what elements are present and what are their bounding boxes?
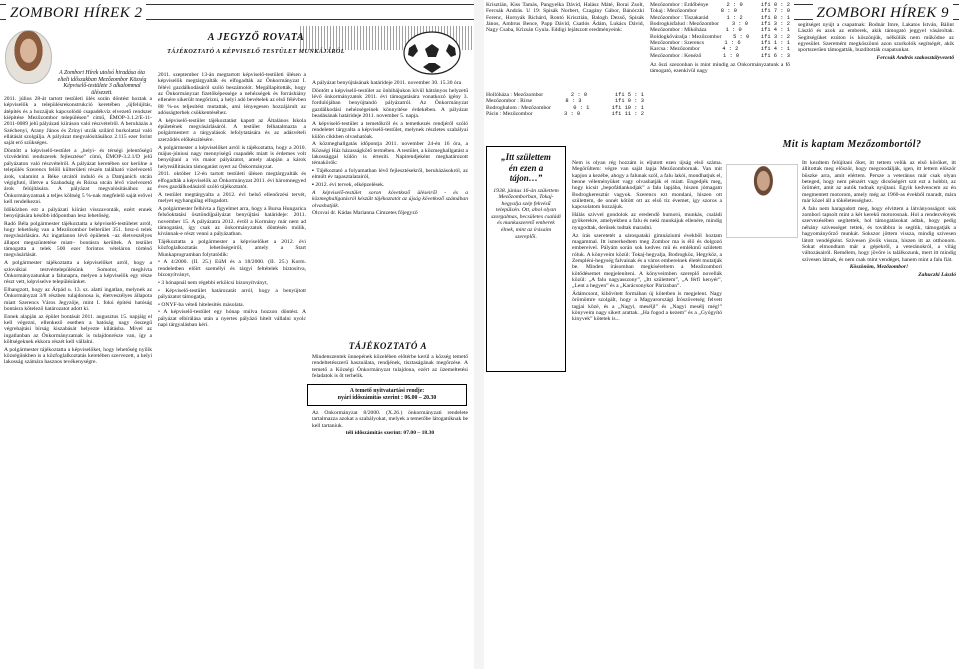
u19-score: ifi 11 : 2	[611, 111, 644, 118]
list-item: ▪ Tájékoztató a folyamatban lévő fejlesztésekről, beruházásokról, az elmúlt év tapasztalatairól,	[312, 168, 468, 181]
match: Mezőzombor : Szerencs	[650, 40, 705, 47]
quote-title	[490, 152, 562, 184]
list-item-text: ONYF-ba vételi hitelesítés másolata.	[161, 301, 245, 308]
paragraph: A polgármester a képviselőket arról is tájékoztatta, hogy a 2010. május-júniusi nagy mennyiségű csapadék miatt is érdemes volt benyújtani a vis maior pályázatot, amely alapján a károk helyreállítására támogatást nyert az Önkormányzat.	[158, 144, 306, 170]
quote-body: 1938. június 16-án születtem Mezőzomborban, Tokaj-hegyalja szép fekvésű települsén. Ott, ahol olyan szorgalmas, becsületes családi és munkaszerető emberek élnek, mint az írásaim szereplői.	[491, 187, 561, 240]
score: 1 : 6	[724, 40, 741, 47]
paragraph: A falu nem haragudott meg, hogy elvittem a látványosságot: sok zombori tapsolt mint a két kerekű motorosnak. Hol a rendezvények szervezésében segítettek, hol támogatásokat adtak, hogy pedig néhány szívességet tettek, és továbbra is segítik, támogatják a hagyományőrző munkát. Sokszor jöttem vissza, mindig szívesen látott vendégként. Szívesen jövök vissza, hiszen itt az otthonom. Sokat elmondtam már a gépekről, a veteránokról, a világ változásairól. Remélem, hogy jövőre is találkozunk, mert itt mindig szívesen látnak, és nem csak mint vendéget, hanem mint a falu fiát.	[802, 205, 956, 263]
football-icon	[401, 30, 463, 76]
score: 1 : 2	[726, 14, 743, 21]
paragraph: A képviselő-testület tájékoztatást kapott az Általános Iskola épületének megvásárlásáról. A testület felhatalmazta a polgármestert a tárgyalások lefolytatására és az adásvételi szerződés előkészítésére.	[158, 117, 306, 143]
u19-score: ifi 5 : 1	[614, 92, 644, 98]
paragraph: A testület megtárgyalta a 2012. évi belső ellenőrzési tervét, melyet egyhangúlag elfogadott.	[158, 191, 306, 205]
box-line: nyári időszámítás szerint : 06.00 – 20.30	[337, 395, 437, 401]
paragraph: Itt kezdtem felújítani őket, itt tettem velük az első köröket, itt állítottak meg először, hogy megcsodálják, igen, itt lettem először büszke arra, amit elértem. Persze a veteránus már csak olyan beteged, hogy nem pénzért vagy dicsőségért szit ezt a hobbit, az örömért, amit az autók tudnak nyújtani. Egyik kedvencem az én megmentett motorom, amely még az 1960-as évekből maradt, mára már közel áll a tökéletességhez.	[802, 160, 956, 205]
thanks-line: Köszönöm, Mezőzombor!	[849, 264, 909, 271]
match: Hollóháza : Mezőzombor	[486, 92, 544, 98]
quote-line: „Itt születtem	[501, 152, 551, 162]
match: Mezőzombor : Rirse	[486, 98, 532, 105]
paragraph: A pályázat benyújtásának határideje 2011. november 30. 15.30 óra	[312, 80, 462, 86]
paragraph: Ádámcsont, kibővített formában új kötetben is megjelent. Nagy örömömre szolgált, hogy a Magyarországi Írószövetség felvett tagjai közé, és a „Nagyi, meséljl” és „Nagyi mesélj még!” könyveim nagy sikert arattak. „Ha fogod a kezem” és a „Gyógyító kinyvek” kötetek is...	[572, 291, 722, 323]
list-item-text: A 4/2000. (II. 25.) EüM és a 18/2000. (II. 25.) Korm. rendeletben előírt személyi és tárgyi feltételek biztosítva, bizonyítványt,	[158, 259, 306, 279]
right-col-2-top	[650, 62, 790, 82]
match: Mezőzombor : Mikóháza	[650, 27, 707, 34]
section-title: TÁJÉKOZTATÓ A	[348, 341, 428, 351]
paragraph: 2011. július 28-át tartott testületi ülés során döntést hoztak a képviselők a településrekonstrukció keretében „újfelújítás, átépítés és a hozzájuk kapcsolódó csapadékvíz elvezető rendszer kiépítése Mezőzombor településen” című, ÉMOP-3.1.2/E-11-2011-0089 jelű pályázati kiíráson való részvételről. A beruházás a Széchenyi, Arany János és Zrínyi utcák szilárd burkolattal való ellátását szolgálja. A pályázat megvalósításához 2.115 ezer forint saját erő szükséges.	[4, 96, 152, 147]
paragraph: Az írás szeretetét a sárospataki gimnáziumi évekből hoztam magammal. Itt ismerkedtem meg Zombor ma is élő és dolgozó embereivel. Pályám során sok kedves mű és emlékmű született róluk. A könyveim közül: Tokaj-hegyalja, Bodrogköz, Hegyköz, a Zempléni-hegység falvainak és a város embereinek életét mutatják be. Minden írásomban megkíséreltem a Mezőzombori kötődésemet megjeleníteni. A könyveimben szereplő novellák közül: „A falu nagyasszony”, „Itt születtem”, „A férfi kenyér”, „Lent a hegyen” és a „Karácsonykor Párizsban”.	[572, 232, 722, 290]
results-table-1	[486, 92, 644, 117]
u19-score: ifi 4 : 1	[760, 46, 790, 53]
right-header-title: ZOMBORI HÍREK 9	[813, 3, 953, 23]
paragraph: Ennek alapján az épület bontását 2011. augusztus 15. napjáig el kell végezni, ellenkező esetben a hatóság nagy összegű végrehajtási bírság kiszabását helyezte kilátásba. Mivel az ingatlanban az Önkormányzatnak is tulajdonrésze van, így a költségeknek ekkora részét kell vállalni.	[4, 313, 152, 346]
photo-caption: A Zombori Hírek utolsó hiradása óta eltelt időszakban Mezőzombor Község Képviselő-testülete 3 alkalommal ülésezett.	[57, 70, 147, 96]
right-col-left-bottom	[486, 378, 566, 666]
left-col-3	[312, 80, 468, 338]
page-gutter	[474, 0, 484, 669]
match: Pácin : Mezőzombor	[486, 111, 533, 118]
paragraph: Krisztián, Kiss Tamás, Pangyelka Dávid, Halász Máté, Borai Zsolt, Fercsák András. U 19: Spisák Norbert, Czagány Gábor, Bánóczki Ferenc, Hornyák Richárd, Rontó Krisztián, Balogh Dezső, Spisák János, Ambrus Bence, Papp Dávid, Csatlós Ádám, Lukács Dávid, Nagy Csaba, Krizsán Gyula. Eddigi lejátszott eredményeink:	[486, 2, 644, 34]
list-item-text: 2012. évi tervek, elképzelések.	[315, 182, 385, 189]
article-title: Mit is kaptam Mezőzombortól?	[782, 139, 922, 150]
quote-line: én ezen a	[508, 162, 544, 173]
list-item-text: A képviselő-testület egy hónap múlva hozzon döntést. A pályázat elbírálása után a nyertes pályázó hitelt vállalni nyolc napi tárgyalásban kéri.	[158, 309, 306, 329]
paragraph: A képviselő-testület soron következő üléseiről - és a közmeghallgatásról készült tájékoztatót az újság következő számában olvashatják.	[312, 189, 468, 209]
match: Tokaj : Mezőzombor	[650, 8, 697, 15]
paragraph: Tájékoztatta a polgármester a képviselőket a 2012. évi közfoglalkoztatás lehetőségeiről, amely a Start Munkaprogramban folytatódik:	[158, 238, 306, 258]
paragraph: segítséget nyújt a csapatnak: Bodnár Imre, Lakatos István, Bálint László és azok az emberek, akik támogató jeggyel vásároltak. Segítségüket ezúton is köszönjük, nélkülük nem működne az egyesület. Szeretném megköszönni azon szurkolók segítségét, akik sportszerűen támogatták, buzdították csapatunkat.	[798, 22, 954, 54]
match: Boldogkőváralja : Mezőzombor	[650, 33, 722, 40]
paragraph: 2011. október 12-én tartott testületi ülésen megtárgyalták és elfogadták a képviselők az Önkormányzat 2011. évi háromnegyed éves gazdálkodásáról szóló tájékoztatót.	[158, 171, 306, 191]
match: Mezőzombor : Kenéző	[650, 52, 702, 59]
score: 3 : 0	[564, 111, 581, 118]
u19-score: ifi 4 : 1	[760, 27, 790, 34]
results-table-2	[650, 2, 790, 59]
u19-score: ifi 10 : 1	[611, 104, 644, 111]
u19-score: ifi 3 : 2	[760, 21, 790, 28]
match: Mezőzombor : Erdőbénye	[650, 2, 709, 8]
list-item-text: Képviselő-testület határozatát arról, hogy a benyújtott pályázatot támogatja,	[158, 287, 306, 300]
score: 8 : 0	[720, 8, 737, 15]
paragraph: A közmeghallgatás időpontja 2011. november 24-én 16 óra, a Községi Ház házasságkötő termében. A testület, a közmeghallgatást a lakossággal külön is értesíti. Napirendjeként meghatározott témakörök:	[312, 141, 468, 167]
score: 0 : 1	[573, 104, 590, 111]
paragraph: 2011. szeptember 13-án megtartott képviselő-testületi ülésen a képviselők megtárgyalták és elfogadták az Önkormányzat I. félévi gazdálkodásáról szóló beszámolót. Megállapították, hogy az Önkormányzat fizetőképessége a nehézségek és forráshiány ellenére sikerült megőrizni, a helyi adó bevételek az első félévben 80 %-os teljesítést mutattak, ami lényegesen hozzájárult az adósságterhek csökkentéséhez.	[158, 72, 306, 117]
right-col-mid	[572, 160, 722, 666]
match: Bodrogkisfalud : Mezőzombor	[650, 21, 719, 28]
u19-score: ifi 1 : 1	[760, 40, 790, 47]
signature: Zahuczki László	[918, 272, 956, 279]
paragraph: A polgármester tájékoztatta a képviselőket, hogy lehetőség nyílik községünkben is a közfoglalkoztatás keretében szervezett, a helyi lakosság számára hasznos tevékenységre.	[4, 346, 152, 366]
right-col-1-top	[486, 2, 644, 92]
table-row	[486, 111, 644, 117]
paragraph: Az őszi szezonban is mint mindig az Önkormányzatunk a fő támogató, ezenkívül nagy	[650, 62, 790, 75]
paragraph: A polgármester felhívta a figyelmet arra, hogy a Bursa Hungarica felsőoktatási ösztöndíjpályázat benyújtási határideje: 2011. november 15. A pályázatra 2012. évtől a Kormány már nem ad támogatást, így csak az önkormányzatok döntésén múlik, kívánnak-e részt venni a pályázatban.	[158, 205, 306, 238]
left-col-3b	[312, 354, 468, 384]
signature: Fercsák András szakosztályvezető	[876, 55, 954, 62]
paragraph: Mindenszentek ünnepének közelében előtérbe kerül a község temető rendeltetésszerű használata, rendjének, tisztaságának megőrzése. A temető a Községi Önkormányzat tulajdona, ezért az üzemeltetési feladatok is őt terhelik.	[312, 354, 468, 380]
banner-subtitle: TÁJÉKOZTATÓ A KÉPVISELŐ TESTÜLET MUNKÁJÁRÓL	[167, 48, 345, 55]
list-item-text: 3 hónapnál nem régebbi erkölcsi bizonyítványt,	[161, 279, 268, 286]
score: 1 : 0	[725, 27, 742, 34]
paragraph: Nem is olyan rég hozzám is eljutott ezen újság első száma. Megörültem: végre van saját lapja Mezőzombornak. Van mit kapjon a kezébe, ahogy a falunak szól, a falu lakói, mondhatjuk el, benne véleményüket vagy olvashatják el miatt. Engedjék meg, hogy kicsit „bepofátlankodjak” a falu lapjába, hiszen jómagam Bodrogkeresztúr vagyok. Szerencs ezt mondani, hiszen ott születtem, de onnét kötött ott az első tíz évemet, így szoros a kapcsolatom hozzájuk.	[572, 160, 722, 211]
banner-title: A JEGYZŐ ROVATA	[207, 32, 305, 43]
u19-score: ifi 8 : 1	[760, 14, 790, 21]
paragraph: A polgármester tájékoztatta a képviselőket arról, hogy a szlovákiai testvértelepülésünk Somotor, meghívta Önkormányzatunkat a falunapra, melyen a képviselők egy része részt vett, képviselve településünket.	[4, 260, 152, 286]
list-item: ▪ 2012. évi tervek, elképzelések.	[312, 182, 385, 189]
paragraph: Hálás szívvel gondolok az eredendő humorú, munkás, családi gyökerekre, amelyekben a falu és neki munkájuk ellenére, mindig nyugodtak, derűsek tudtak maradni.	[572, 212, 722, 231]
match: Bodroghalom : Mezőzombor	[486, 104, 551, 111]
match: Mezőzombor : Tiszakarád	[650, 14, 709, 21]
score: 2 : 0	[726, 2, 743, 8]
left-col-1	[4, 96, 152, 666]
paragraph: Az Önkormányzat 8/2000. (X.26.) önkormányzati rendelete tartalmazza azokat a szabályokat, melyek a temetőbe látogatóknak be kell tartaniuk.	[312, 410, 468, 429]
quote-box	[486, 146, 566, 372]
table-row	[650, 53, 790, 59]
left-col-2	[158, 72, 306, 666]
paragraph: Elhangzott, hogy az Árpád u. 13. sz. alatti ingatlan, melynek az Önkormányzat 3/8 részben tulajdonosa is, életveszélyes állapota miatt Szerencs Város Jegyzője, mint I. fokú építési hatóság bontásra kötelező határozatot adott ki.	[4, 286, 152, 312]
list-item: • A képviselő-testület egy hónap múlva hozzon döntést. A pályázat elbírálása után a nyertes pályázó hitelt vállalni nyolc napi tárgyalásban kéri.	[158, 309, 306, 329]
score: 1 : 0	[722, 52, 740, 59]
left-page	[0, 0, 474, 669]
paragraph: Időközben ezt a pályázati kiírást visszavonták, ezért ennek benyújtására később időpontban lesz lehetőség.	[4, 206, 152, 219]
player-photo	[726, 164, 798, 238]
right-col-right	[802, 160, 956, 666]
score: 2 : 0	[570, 92, 588, 98]
score: 8 : 3	[565, 98, 582, 105]
list-item: • 3 hónapnál nem régebbi erkölcsi bizonyítványt,	[158, 279, 268, 286]
quote-line: tájon…”	[509, 173, 543, 183]
u19-score: ifi 3 : 2	[760, 33, 790, 40]
paragraph: Döntött a képviselő-testület a „helyi- és térségi jelentőségű vízvédelmi rendszerek fejlesztése” címú, ÉMOP-3.2.1/D jelű pályázaton való részvételről. A pályázat keretében sor kerülne a település Szerencs felőli külterületi részén található vízelvezető árok, valamint a Béke utcától induló és a Damjanich utcán végigfutó, illetve a Szabadság és Rózsa utcán lévő vízelvezető árok felújítására. A pályázat megvalósításához az Önkormányzatnak a teljes költség 5 %-nak megfelelő saját erővel kell rendelkezni.	[4, 148, 152, 205]
match: Karcsa : Mezőzombor	[650, 46, 700, 53]
u19-score: ifi 0 : 2	[760, 2, 790, 8]
box-line: A temető nyitvatartási rendje:	[349, 388, 425, 394]
list-item: • ONYF-ba vételi hitelesítés másolata.	[158, 301, 245, 308]
signature: Olcsvai dr. Kádas Marianna Címzetes főjegyző	[312, 210, 418, 217]
opening-hours-box	[307, 384, 467, 406]
column-banner	[156, 32, 356, 55]
left-col-3c	[312, 410, 468, 666]
u19-score: ifi 7 : 0	[760, 8, 790, 15]
score: 5 : 0	[733, 33, 750, 40]
right-col-3-top	[798, 22, 954, 118]
paragraph: Döntött a képviselő-testület az önhibájukon kívül hátrányos helyzetű lévő önkormányzatok 2011. évi támogatására vonatkozó igény 3. fordulójában benyújtandó pályázatról. Az Önkormányzat gazdálkodási nehézségeinek könnyítése érdekében. A pályázat beadásának határideje 2011. november 5. napja.	[312, 87, 468, 120]
left-header-title: ZOMBORI HÍREK 2	[6, 3, 146, 23]
u19-score: ifi 0 : 3	[614, 98, 644, 105]
author-photo	[5, 30, 52, 84]
list-item: • Képviselő-testület határozatát arról, hogy a benyújtott pályázatot támogatja,	[158, 287, 306, 300]
list-item: • A 4/2000. (II. 25.) EüM és a 18/2000. (II. 25.) Korm. rendeletben előírt személyi és tárgyi feltételek biztosítva, bizonyítványt,	[158, 259, 306, 279]
box-line: téli időszámítás szerint: 07.00 – 18.30	[345, 430, 435, 437]
list-item-text: Tájékoztató a folyamatban lévő fejlesztésekről, beruházásokról, az elmúlt év tapasztalatairól,	[312, 168, 468, 181]
right-page	[484, 0, 959, 669]
score: 4 : 2	[722, 46, 739, 53]
score: 3 : 0	[731, 21, 749, 28]
paragraph: Radó Béla polgármester tájékoztatta a képviselő-testületet arról, hogy lehetőség van a Mezőzombor belterület 351. hrsz-ú telek megvásárlására. Az ingatlanon lévő épületek –az életveszélyes állapot megszüntetése miatt– bontásra kerültek. A testület támogatta a telek 500 ezer forintos vételáron történő megvásárlását.	[4, 220, 152, 259]
paragraph: A képviselő-testület a temetőkről és a temetkezés rendjéről szóló rendeletet tárgyalta a képviselő-testület, melynek részletes szabályai külön cikkben olvashatóak.	[312, 120, 468, 140]
u19-score: ifi 6 : 3	[760, 52, 790, 59]
